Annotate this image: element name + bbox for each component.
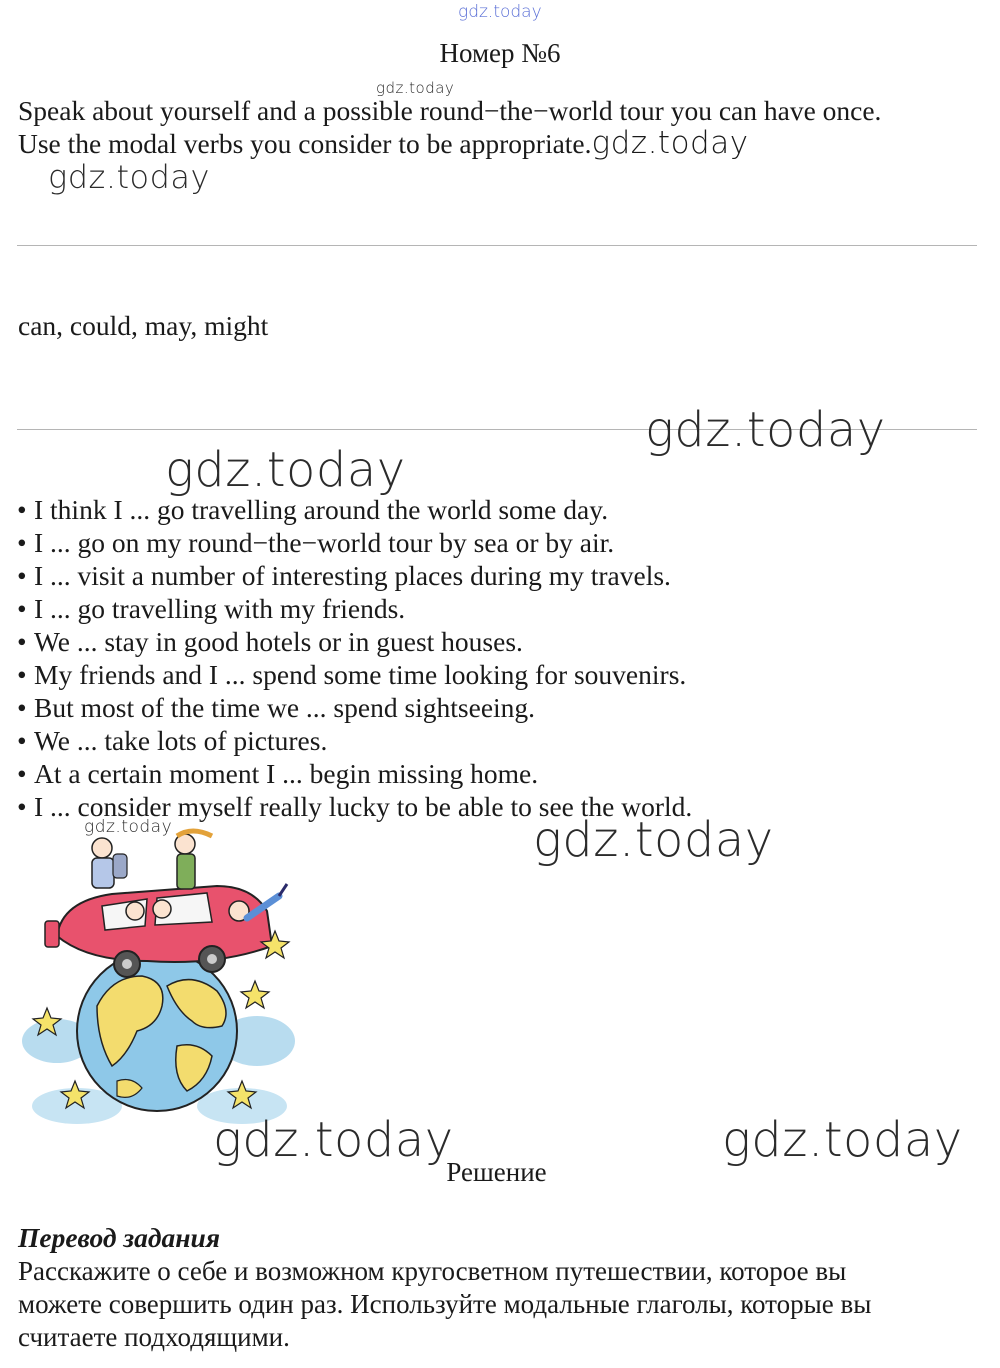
watermark: gdz.today <box>165 442 406 498</box>
page-title: Номер №6 <box>439 38 561 68</box>
watermark-small: gdz.today <box>84 817 173 837</box>
translation-line: считаете подходящими. <box>18 1322 290 1352</box>
watermark-top: gdz.today <box>458 2 542 22</box>
watermark: gdz.today <box>213 1112 454 1168</box>
modal-verbs-list: can, could, may, might <box>18 310 269 341</box>
sentence-item: • I ... go travelling with my friends. <box>17 593 406 624</box>
sentence-item: • I think I ... go travelling around the world some day. <box>17 494 609 525</box>
watermark: gdz.today <box>645 402 886 458</box>
sentence-item: • I ... visit a number of interesting places during my travels. <box>17 560 671 591</box>
translation-line: Расскажите о себе и возможном кругосветном путешествии, которое вы <box>18 1256 847 1286</box>
watermark: gdz.today <box>48 158 210 196</box>
solution-heading: Решение <box>446 1157 547 1187</box>
watermark: gdz.today <box>722 1112 963 1168</box>
sentence-item: • I ... go on my round−the−world tour by sea or by air. <box>17 527 615 558</box>
watermark-inline: gdz.today <box>591 125 749 161</box>
translation-text <box>18 1255 988 1354</box>
translation-heading: Перевод задания <box>18 1222 220 1253</box>
watermark-small: gdz.today <box>376 79 455 97</box>
sentence-item: • At a certain moment I ... begin missing home. <box>17 758 539 789</box>
task-line-1: Speak about yourself and a possible round−the−world tour you can have once. <box>18 95 882 126</box>
divider <box>17 245 977 246</box>
sentence-item: • But most of the time we ... spend sightseeing. <box>17 692 536 723</box>
watermark: gdz.today <box>533 812 774 868</box>
travel-illustration <box>17 826 297 1131</box>
sentence-item: • We ... stay in good hotels or in guest houses. <box>17 626 523 657</box>
task-line-2: Use the modal verbs you consider to be appropriate.gdz.today <box>18 125 749 161</box>
sentence-item: • I ... consider myself really lucky to be able to see the world. <box>17 791 693 822</box>
sentence-item: • My friends and I ... spend some time looking for souvenirs. <box>17 659 687 690</box>
task-text <box>18 94 998 160</box>
globe-icon <box>77 951 237 1111</box>
translation-line: можете совершить один раз. Используйте модальные глаголы, которые вы <box>18 1289 872 1319</box>
sentence-item: • We ... take lots of pictures. <box>17 725 328 756</box>
